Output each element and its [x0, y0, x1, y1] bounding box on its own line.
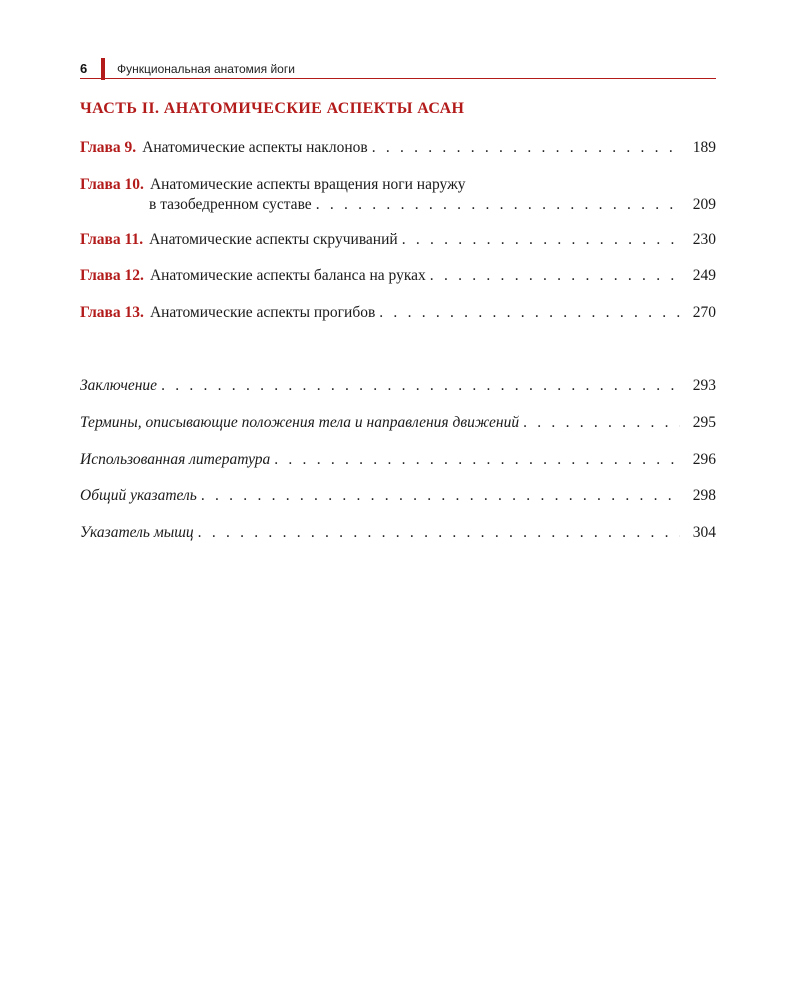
page-reference: 296: [692, 451, 716, 468]
page-reference: 230: [692, 231, 716, 248]
dot-leader: [201, 486, 680, 506]
page-reference: 293: [692, 377, 716, 394]
page-reference: 304: [692, 524, 716, 541]
toc-entry-chapter-11[interactable]: [80, 230, 716, 250]
toc-entry-general-index[interactable]: [80, 486, 716, 506]
page-reference: 249: [692, 267, 716, 284]
chapter-title-line2: в тазобедренном суставе: [149, 196, 312, 213]
dot-leader: [161, 376, 680, 396]
chapter-label: Глава 11.: [80, 231, 144, 248]
chapter-label: Глава 12.: [80, 267, 144, 284]
toc-entry-chapter-10[interactable]: [80, 175, 716, 215]
part-heading: ЧАСТЬ II. АНАТОМИЧЕСКИЕ АСПЕКТЫ АСАН: [80, 100, 465, 117]
entry-title: Заключение: [80, 377, 158, 394]
page-number: 6: [80, 61, 88, 76]
dot-leader: [523, 413, 680, 433]
toc-entry-conclusion[interactable]: [80, 376, 716, 396]
page-reference: 189: [692, 139, 716, 156]
toc-entry-terms[interactable]: [80, 413, 716, 433]
page-reference: 270: [692, 304, 716, 321]
header-accent-bar: [101, 58, 105, 80]
chapter-title: Анатомические аспекты наклонов: [142, 139, 368, 156]
chapter-label: Глава 9.: [80, 139, 137, 156]
toc-entry-chapter-12[interactable]: [80, 266, 716, 286]
toc-entry-chapter-9[interactable]: [80, 138, 716, 158]
dot-leader: [372, 138, 680, 158]
chapter-title: Анатомические аспекты баланса на руках: [149, 267, 426, 284]
header-rule: [80, 78, 716, 79]
chapter-title-line1: Анатомические аспекты вращения ноги наружу: [149, 176, 466, 193]
page-reference: 298: [692, 487, 716, 504]
dot-leader: [274, 450, 680, 470]
dot-leader: [402, 230, 680, 250]
chapter-title: Анатомические аспекты скручиваний: [149, 231, 398, 248]
page-reference: 209: [692, 196, 716, 213]
chapter-label: Глава 13.: [80, 304, 144, 321]
running-header: [80, 58, 716, 80]
dot-leader: [316, 195, 680, 215]
toc-entry-bibliography[interactable]: [80, 450, 716, 470]
entry-title: Указатель мышц: [80, 524, 194, 541]
dot-leader: [198, 523, 680, 543]
toc-entry-muscle-index[interactable]: [80, 523, 716, 543]
entry-title: Использованная литература: [80, 451, 271, 468]
running-header-title: Функциональная анатомия йоги: [117, 62, 295, 76]
toc-entry-chapter-13[interactable]: [80, 303, 716, 323]
chapter-title: Анатомические аспекты прогибов: [149, 304, 376, 321]
entry-title: Общий указатель: [80, 487, 197, 504]
page-reference: 295: [692, 414, 716, 431]
dot-leader: [430, 266, 680, 286]
entry-title: Термины, описывающие положения тела и направления движений: [80, 414, 520, 431]
dot-leader: [379, 303, 680, 323]
chapter-label: Глава 10.: [80, 176, 144, 193]
